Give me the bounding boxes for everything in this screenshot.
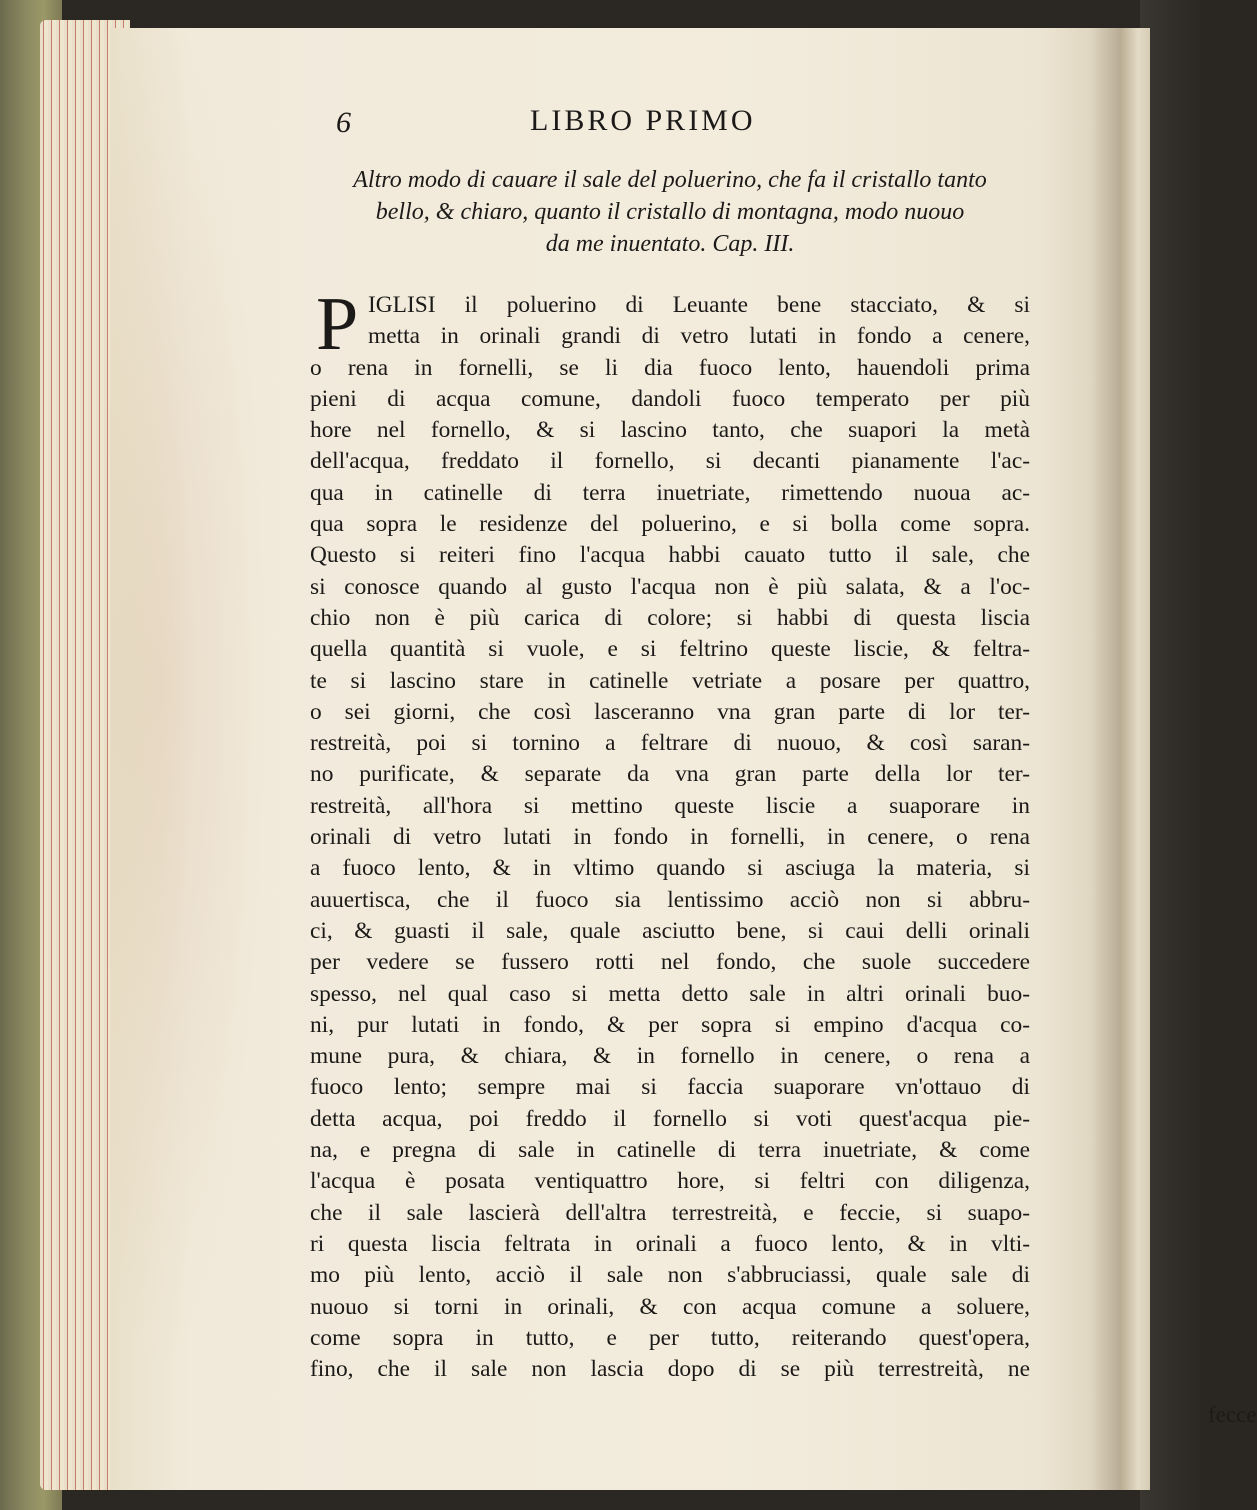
text-line: dell'acqua, freddato il fornello, si decanti pianamente l'ac- [310, 448, 1030, 475]
text-line: ci, & guasti il sale, quale asciutto bene, si caui delli orinali [310, 917, 1030, 944]
text-line: detta acqua, poi freddo il fornello si voti quest'acqua pie- [310, 1105, 1030, 1132]
text-line: o sei giorni, che così lasceranno vna gran parte di lor ter- [310, 698, 1030, 725]
text-line: per vedere se fussero rotti nel fondo, che suole succedere [310, 949, 1030, 976]
text-line: chio non è più carica di colore; si habbi di questa liscia [310, 604, 1030, 631]
text-line: Questo si reiteri fino l'acqua habbi cauato tutto il sale, che [310, 542, 1030, 569]
text-line: ni, pur lutati in fondo, & per sopra si empino d'acqua co- [310, 1011, 1030, 1038]
facing-page-edge [1120, 28, 1150, 1490]
page-number: 6 [336, 106, 351, 139]
catchword: fecce [1208, 1402, 1257, 1427]
text-line: na, e pregna di sale in catinelle di terra inuetriate, & come [310, 1137, 1030, 1164]
text-line: nuouo si torni in orinali, & con acqua comune a soluere, [310, 1293, 1030, 1320]
text-line: auuertisca, che il fuoco sia lentissimo acciò non si abbru- [310, 886, 1030, 913]
drop-cap: P [316, 282, 359, 366]
text-line: fuoco lento; sempre mai si faccia suaporare vn'ottauo di [310, 1074, 1030, 1101]
text-line: a fuoco lento, & in vltimo quando si asciuga la materia, si [310, 855, 1030, 882]
running-title: LIBRO PRIMO [530, 104, 756, 137]
text-line: ri questa liscia feltrata in orinali a fuoco lento, & in vlti- [310, 1230, 1030, 1257]
chapter-heading-line: Altro modo di cauare il sale del poluerino, che fa il cristallo tanto [353, 167, 987, 193]
text-line: metta in orinali grandi di vetro lutati in fondo a cenere, [368, 323, 1030, 350]
page-content [310, 100, 1257, 1427]
chapter-heading [310, 164, 1030, 260]
text-line: come sopra in tutto, e per tutto, reiterando quest'opera, [310, 1324, 1030, 1351]
text-line: fino, che il sale non lascia dopo di se più terrestreità, ne [310, 1356, 1030, 1383]
chapter-heading-line: bello, & chiaro, quanto il cristallo di montagna, modo nuouo [375, 199, 965, 225]
text-line: te si lascino stare in catinelle vetriate a posare per quattro, [310, 667, 1030, 694]
text-line: qua sopra le residenze del poluerino, e si bolla come sopra. [310, 511, 1030, 538]
text-line: o rena in fornelli, se li dia fuoco lento, hauendoli prima [310, 354, 1030, 381]
text-line: orinali di vetro lutati in fondo in fornelli, in cenere, o rena [310, 824, 1030, 851]
text-line: l'acqua è posata ventiquattro hore, si feltri con diligenza, [310, 1168, 1030, 1195]
text-line: si conosce quando al gusto l'acqua non è più salata, & a l'oc- [310, 573, 1030, 600]
chapter-heading-line: da me inuentato. Cap. III. [545, 231, 795, 257]
gutter-shadow [1090, 28, 1120, 1490]
text-line: restreità, all'hora si mettino queste liscie a suaporare in [310, 792, 1030, 819]
text-line: no purificate, & separate da vna gran parte della lor ter- [310, 761, 1030, 788]
text-line: mune pura, & chiara, & in fornello in cenere, o rena a [310, 1043, 1030, 1070]
text-line: mo più lento, acciò il sale non s'abbruciassi, quale sale di [310, 1262, 1030, 1289]
text-line: restreità, poi si tornino a feltrare di nuouo, & così saran- [310, 730, 1030, 757]
text-line: spesso, nel qual caso si metta detto sale in altri orinali buo- [310, 980, 1030, 1007]
text-line: hore nel fornello, & si lascino tanto, che suapori la metà [310, 417, 1030, 444]
page-stain [110, 28, 290, 1490]
text-line: che il sale lascierà dell'altra terrestreità, e feccie, si suapo- [310, 1199, 1030, 1226]
body-text [310, 282, 1030, 1385]
text-line: pieni di acqua comune, dandoli fuoco temperato per più [310, 385, 1030, 412]
text-line: IGLISI il poluerino di Leuante bene stacciato, & si [368, 292, 1030, 318]
text-line: qua in catinelle di terra inuetriate, rimettendo nuoua ac- [310, 479, 1030, 506]
text-line: quella quantità si vuole, e si feltrino queste liscie, & feltra- [310, 636, 1030, 663]
running-head [310, 100, 1030, 146]
